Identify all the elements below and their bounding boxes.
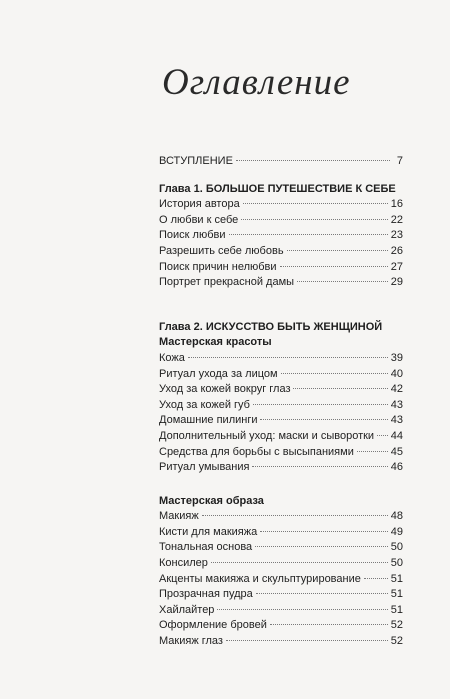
dot-leader [229, 234, 388, 235]
toc-entry-page: 51 [390, 572, 403, 585]
toc-entry-page: 16 [390, 198, 403, 211]
dot-leader [260, 531, 388, 532]
toc-entry-page: 40 [390, 367, 403, 380]
toc-entry-page: 22 [390, 213, 403, 226]
toc-entry-label: Макияж [159, 510, 199, 523]
toc-entry-label: Поиск причин нелюбви [159, 260, 277, 273]
chapter-1-heading[interactable]: Глава 1. БОЛЬШОЕ ПУТЕШЕСТВИЕ К СЕБЕ [159, 182, 396, 195]
dot-leader [287, 250, 388, 251]
toc-entry-label: Ритуал ухода за лицом [159, 367, 278, 380]
toc-entry-label: История автора [159, 198, 240, 211]
toc-entry-label: Макияж глаз [159, 635, 223, 648]
toc-entry-label: ВСТУПЛЕНИЕ [159, 155, 233, 167]
toc-entry-page: 46 [390, 461, 403, 474]
toc-entry[interactable] [159, 572, 403, 588]
toc-entry-label: Акценты макияжа и скульптурирование [159, 572, 361, 585]
section-heading-beauty[interactable]: Мастерская красоты [159, 336, 272, 349]
dot-leader [241, 219, 387, 220]
toc-entry[interactable] [159, 618, 403, 634]
toc-entry-page: 29 [390, 276, 403, 289]
toc-entry-page: 44 [390, 429, 403, 442]
toc-entry-intro[interactable] [159, 154, 403, 170]
dot-leader [297, 281, 388, 282]
dot-leader [281, 373, 388, 374]
toc-entry-page: 26 [390, 244, 403, 257]
toc-entry-label: Дополнительный уход: маски и сыворотки [159, 429, 375, 442]
page-title: Оглавление [162, 62, 351, 103]
toc-entry-label: Портрет прекрасной дамы [159, 276, 295, 289]
toc-entry-page: 50 [390, 541, 403, 554]
toc-entry-label: Поиск любви [159, 229, 226, 242]
toc-entry-page: 42 [390, 383, 403, 396]
toc-entry[interactable] [159, 525, 403, 541]
toc-entry-page: 48 [390, 510, 403, 523]
toc-entry-label: Домашние пилинги [159, 414, 258, 427]
toc-entry[interactable] [159, 260, 403, 276]
toc-entry-page: 7 [396, 155, 403, 167]
toc-entry-label: О любви к себе [159, 213, 239, 226]
toc-entry-label: Хайлайтер [159, 603, 215, 616]
toc-entry-page: 45 [390, 445, 403, 458]
dot-leader [217, 609, 387, 610]
toc-entry-page: 52 [390, 619, 403, 632]
toc-entry-page: 27 [390, 260, 403, 273]
dot-leader [188, 357, 388, 358]
toc-entry-label: Оформление бровей [159, 619, 267, 632]
toc-entry[interactable] [159, 244, 403, 260]
toc-entry[interactable] [159, 429, 403, 445]
dot-leader [243, 203, 388, 204]
dot-leader [236, 160, 390, 161]
toc-entry-label: Разрешить себе любовь [159, 244, 284, 257]
dot-leader [293, 388, 387, 389]
dot-leader [260, 419, 387, 420]
toc-entry-page: 39 [390, 351, 403, 364]
toc-entry-label: Уход за кожей губ [159, 398, 250, 411]
toc-entry-label: Консилер [159, 557, 208, 570]
dot-leader [377, 435, 388, 436]
toc-entry[interactable] [159, 398, 403, 414]
toc-entry-page: 50 [390, 557, 403, 570]
toc-entry-page: 23 [390, 229, 403, 242]
toc-entry[interactable] [159, 603, 403, 619]
dot-leader [202, 515, 388, 516]
toc-entry[interactable] [159, 460, 403, 476]
table-of-contents [159, 154, 403, 650]
toc-entry[interactable] [159, 367, 403, 383]
toc-entry[interactable] [159, 540, 403, 556]
toc-entry[interactable] [159, 413, 403, 429]
dot-leader [253, 404, 388, 405]
toc-entry-label: Тональная основа [159, 541, 253, 554]
dot-leader [255, 546, 388, 547]
toc-entry-page: 43 [390, 398, 403, 411]
dot-leader [211, 562, 388, 563]
dot-leader [226, 640, 388, 641]
chapter-2-heading[interactable]: Глава 2. ИСКУССТВО БЫТЬ ЖЕНЩИНОЙ [159, 320, 383, 333]
dot-leader [280, 266, 388, 267]
toc-entry[interactable] [159, 382, 403, 398]
dot-leader [270, 624, 388, 625]
toc-entry[interactable] [159, 509, 403, 525]
section-heading-image[interactable]: Мастерская образа [159, 494, 264, 507]
toc-entry-page: 43 [390, 414, 403, 427]
toc-entry-label: Кожа [159, 351, 185, 364]
toc-entry-label: Прозрачная пудра [159, 588, 253, 601]
toc-entry-label: Ритуал умывания [159, 461, 250, 474]
toc-entry[interactable] [159, 213, 403, 229]
toc-entry[interactable] [159, 587, 403, 603]
dot-leader [364, 578, 388, 579]
toc-entry[interactable] [159, 634, 403, 650]
toc-entry-page: 51 [390, 588, 403, 601]
toc-entry[interactable] [159, 228, 403, 244]
toc-entry-label: Средства для борьбы с высыпаниями [159, 445, 354, 458]
toc-entry-label: Уход за кожей вокруг глаз [159, 383, 291, 396]
toc-entry[interactable] [159, 197, 403, 213]
dot-leader [357, 451, 388, 452]
toc-entry-page: 49 [390, 525, 403, 538]
toc-entry[interactable] [159, 275, 403, 291]
toc-entry-page: 51 [390, 603, 403, 616]
toc-entry-page: 52 [390, 635, 403, 648]
toc-entry-label: Кисти для макияжа [159, 525, 258, 538]
toc-entry[interactable] [159, 445, 403, 461]
toc-entry[interactable] [159, 556, 403, 572]
toc-entry[interactable] [159, 351, 403, 367]
dot-leader [256, 593, 388, 594]
dot-leader [252, 466, 387, 467]
